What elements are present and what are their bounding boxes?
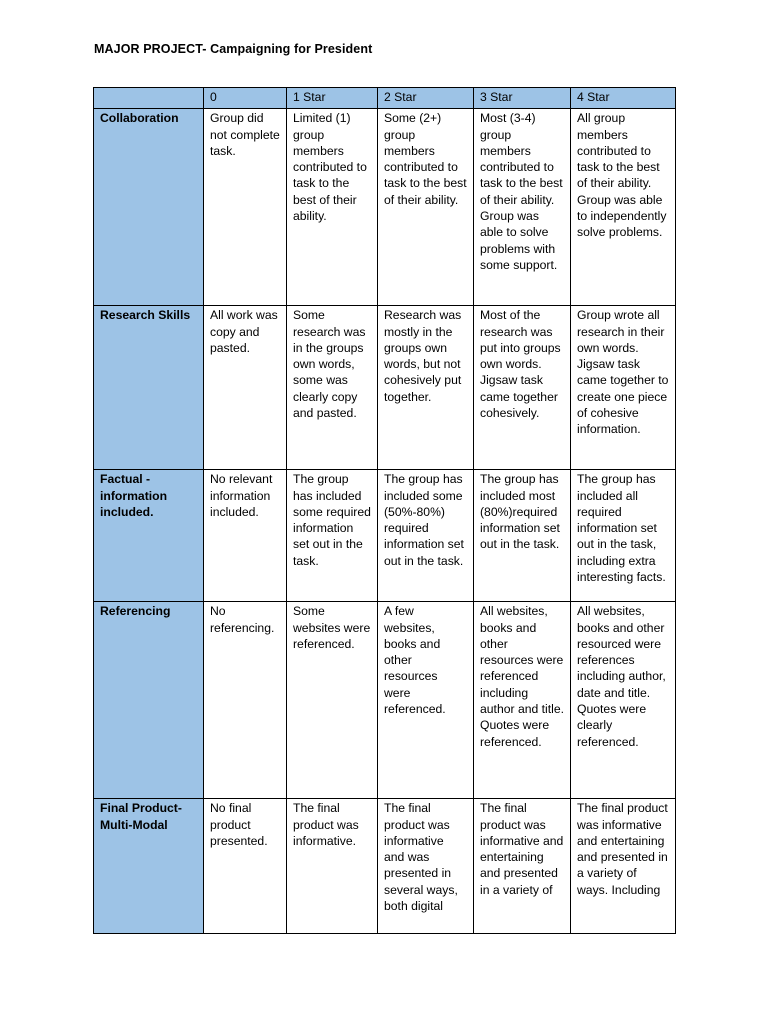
rubric-cell: No relevant information included. xyxy=(204,470,287,602)
criterion-label: Research Skills xyxy=(94,306,204,470)
criterion-label: Referencing xyxy=(94,602,204,799)
cell-text: The final product was informative. xyxy=(293,801,359,848)
header-cell-4-star: 4 Star xyxy=(571,88,676,109)
rubric-cell xyxy=(474,799,571,934)
rubric-row-referencing xyxy=(94,602,676,799)
rubric-cell xyxy=(571,799,676,934)
rubric-cell: The group has included some (50%-80%) required information set out in the task. xyxy=(378,470,474,602)
document-title: MAJOR PROJECT- Campaigning for President xyxy=(94,42,373,56)
rubric-cell: No referencing. xyxy=(204,602,287,799)
header-cell-0: 0 xyxy=(204,88,287,109)
rubric-table xyxy=(93,87,676,934)
criterion-label: Collaboration xyxy=(94,109,204,306)
cell-text: The final product was informative and entertaining and presented in a variety of xyxy=(480,801,564,897)
header-cell-2-star: 2 Star xyxy=(378,88,474,109)
rubric-cell: Some research was in the groups own words, some was clearly copy and pasted. xyxy=(287,306,378,470)
rubric-cell: Research was mostly in the groups own words, but not cohesively put together. xyxy=(378,306,474,470)
rubric-cell: The group has included some required information set out in the task. xyxy=(287,470,378,602)
rubric-cell: All group members contributed to task to the best of their ability. Group was able to independently solve problems. xyxy=(571,109,676,306)
rubric-cell: Most (3-4) group members contributed to task to the best of their ability. Group was able to solve problems with some support. xyxy=(474,109,571,306)
rubric-cell: All work was copy and pasted. xyxy=(204,306,287,470)
rubric-cell: A few websites, books and other resources were referenced. xyxy=(378,602,474,799)
cell-text: No final product presented. xyxy=(210,801,268,848)
header-cell-3-star: 3 Star xyxy=(474,88,571,109)
rubric-cell: All websites, books and other resourced were references including author, date and title. Quotes were clearly referenced. xyxy=(571,602,676,799)
rubric-cell: Some websites were referenced. xyxy=(287,602,378,799)
rubric-cell: Limited (1) group members contributed to task to the best of their ability. xyxy=(287,109,378,306)
rubric-header-row xyxy=(94,88,676,109)
rubric-cell xyxy=(204,799,287,934)
cell-text: The final product was informative and was presented in several ways, both digital xyxy=(384,801,458,914)
rubric-cell: All websites, books and other resources were referenced including author and title. Quotes were referenced. xyxy=(474,602,571,799)
cell-text: Final Product- Multi-Modal xyxy=(100,801,182,832)
rubric-row-research-skills xyxy=(94,306,676,470)
rubric-row-collaboration xyxy=(94,109,676,306)
criterion-label: Factual - information included. xyxy=(94,470,204,602)
rubric-cell xyxy=(378,799,474,934)
rubric-row-factual-information xyxy=(94,470,676,602)
rubric-row-final-product xyxy=(94,799,676,934)
rubric-cell: Group did not complete task. xyxy=(204,109,287,306)
header-cell-1-star: 1 Star xyxy=(287,88,378,109)
criterion-label xyxy=(94,799,204,934)
rubric-cell xyxy=(287,799,378,934)
cell-text: The final product was informative and entertaining and presented in a variety of ways. Including xyxy=(577,801,668,897)
rubric-cell: Group wrote all research in their own words. Jigsaw task came together to create one piece of cohesive information. xyxy=(571,306,676,470)
rubric-cell: The group has included all required information set out in the task, including extra interesting facts. xyxy=(571,470,676,602)
rubric-cell: Some (2+) group members contributed to task to the best of their ability. xyxy=(378,109,474,306)
header-cell-criteria xyxy=(94,88,204,109)
rubric-cell: The group has included most (80%)required information set out in the task. xyxy=(474,470,571,602)
rubric-cell: Most of the research was put into groups own words. Jigsaw task came together cohesively. xyxy=(474,306,571,470)
